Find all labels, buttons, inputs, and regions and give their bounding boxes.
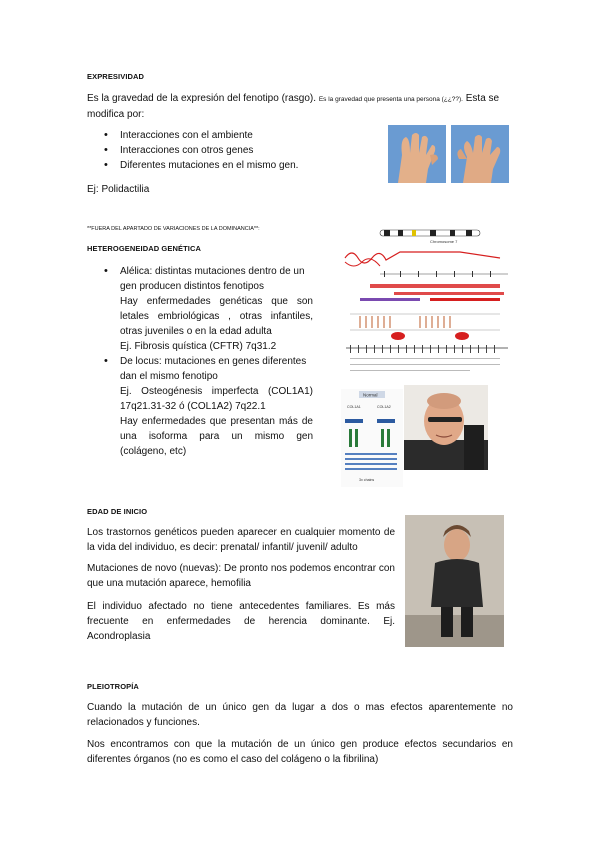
list-item: • Interacciones con el ambiente xyxy=(102,128,362,143)
intro-tail-text: Esta se modifica por: xyxy=(87,93,500,120)
note-text: **FUERA DEL APARTADO DE VARIACIONES DE LA DOMINANCIA**: xyxy=(87,226,260,232)
chains-label: 3x chains xyxy=(359,478,375,482)
bullet-example: Ej. Fibrosis quística (CFTR) 7q31.2 xyxy=(120,341,277,352)
bullet-line: gen producen distintos fenotipos xyxy=(120,281,264,292)
osteogenesis-person-photo xyxy=(404,385,488,470)
edad-paragraph-1: Los trastornos genéticos pueden aparecer en cualquier momento de la vida del individuo, es decir: prenatal/ infantil/ juvenil/ adulto xyxy=(87,527,395,553)
col1a2-label: COL1A2 xyxy=(377,405,391,409)
polydactyly-photo-left xyxy=(388,125,446,183)
acondroplasia-photo xyxy=(405,515,504,647)
intro-small-text: Es la gravedad que presenta una persona (¿¿??). xyxy=(318,96,463,103)
edad-paragraph-2: Mutaciones de novo (nuevas): De pronto nos podemos encontrar con que una mutación aparece, hemofilia xyxy=(87,563,395,589)
pleiotropia-paragraph-1: Cuando la mutación de un único gen da lugar a dos o mas efectos aparentemente no relacionados y funciones. xyxy=(87,702,513,728)
section-heading-expresividad: EXPRESIVIDAD xyxy=(87,72,145,81)
list-item xyxy=(102,354,313,459)
collagen-diagram xyxy=(341,389,403,487)
bullet-line: • Alélica: distintas mutaciones dentro de un xyxy=(120,266,305,277)
expresividad-example: Ej: Polidactilia xyxy=(87,184,150,195)
heterogeneidad-bullets xyxy=(102,264,313,459)
expresividad-intro xyxy=(87,91,517,122)
list-item: • Diferentes mutaciones en el mismo gen. xyxy=(102,158,362,173)
col1a1-label: COL1A1 xyxy=(347,405,361,409)
list-item xyxy=(102,264,313,354)
bullet-paragraph: Hay enfermedades genéticas que son letales embriológicas , otras infantiles, otras juveniles o en la edad adulta xyxy=(120,296,313,337)
bullet-example: Ej. Osteogénesis imperfecta (COL1A1) 17q21.31-32 ó (COL1A2) 7q22.1 xyxy=(120,386,313,412)
section-heading-edad: EDAD DE INICIO xyxy=(87,507,148,516)
chromosome-label: Chromosome 7 xyxy=(430,239,458,244)
cftr-figure xyxy=(340,226,513,376)
section-heading-pleiotropia: PLEIOTROPÍA xyxy=(87,682,139,691)
polydactyly-photo-right xyxy=(451,125,509,183)
edad-paragraph-3: El individuo afectado no tiene antecedentes familiares. Es más frecuente en enfermedades de herencia dominante. Ej. Acondroplasia xyxy=(87,601,395,642)
normal-label: Normal xyxy=(363,392,378,398)
list-item: • Interacciones con otros genes xyxy=(102,143,362,158)
bullet-paragraph: Hay enfermedades que presentan más de una isoforma para un mismo gen (colágeno, etc) xyxy=(120,416,313,457)
pleiotropia-paragraph-2: Nos encontramos con que la mutación de un único gen produce efectos secundarios en diferentes órganos (no es como el caso del colágeno o la fibrilina) xyxy=(87,739,513,765)
bullet-paragraph: • De locus: mutaciones en genes diferentes dan el mismo fenotipo xyxy=(120,356,307,382)
expresividad-bullets xyxy=(102,128,362,173)
section-heading-heterogeneidad: HETEROGENEIDAD GENÉTICA xyxy=(87,244,201,253)
intro-main-text: Es la gravedad de la expresión del fenotipo (rasgo). xyxy=(87,93,319,104)
